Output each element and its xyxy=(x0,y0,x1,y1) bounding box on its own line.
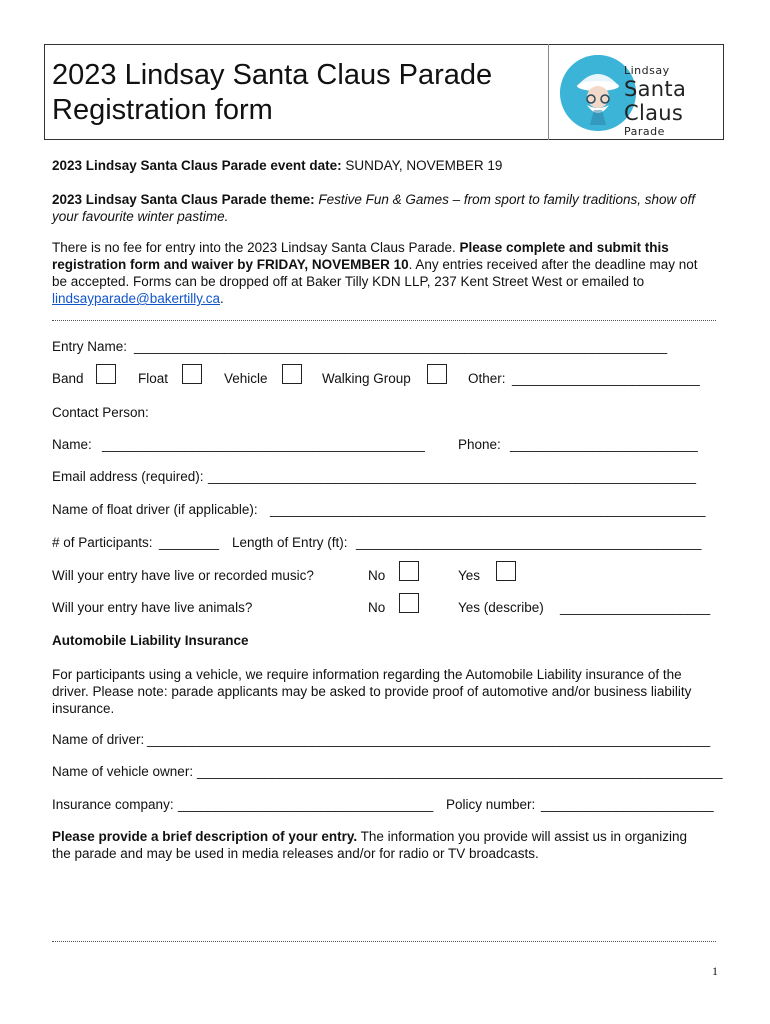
type-float-label: Float xyxy=(138,371,169,386)
entry-name-field[interactable]: _______________________________________________________________________ xyxy=(134,339,668,354)
event-theme xyxy=(52,191,722,225)
description-bold: Please provide a brief description of your entry. xyxy=(52,829,358,844)
event-date-value: SUNDAY, NOVEMBER 19 xyxy=(341,158,503,173)
length-label: Length of Entry (ft): xyxy=(232,535,348,550)
ins-driver-field[interactable]: ___________________________________________________________________________ xyxy=(147,732,711,747)
music-no-label: No xyxy=(368,568,386,583)
event-date xyxy=(52,157,502,174)
animals-yes-label: Yes (describe) xyxy=(458,600,544,615)
entry-name-label: Entry Name: xyxy=(52,339,128,354)
float-checkbox[interactable] xyxy=(182,364,202,384)
event-theme-value-2: your favourite winter pastime. xyxy=(52,209,229,224)
entry-name-row xyxy=(52,338,127,355)
page-title xyxy=(52,58,532,128)
name-field[interactable]: ___________________________________________ xyxy=(102,437,425,452)
music-yes-checkbox[interactable] xyxy=(496,561,516,581)
insurance-text-2: driver. Please note: parade applicants may be asked to provide proof of automotive and/or business liability xyxy=(52,684,692,699)
page-number: 1 xyxy=(712,964,718,978)
insurance-paragraph xyxy=(52,666,720,717)
ins-policy-field[interactable]: _______________________ xyxy=(541,797,714,812)
intro-bold-2: registration form and waiver by FRIDAY, NOVEMBER 10 xyxy=(52,257,409,272)
ins-owner-label: Name of vehicle owner: xyxy=(52,764,194,779)
driver-label: Name of float driver (if applicable): xyxy=(52,502,258,517)
description-paragraph xyxy=(52,828,720,862)
title-line-2: Registration form xyxy=(52,94,273,126)
other-field[interactable]: _________________________ xyxy=(512,371,700,386)
intro-text-1: There is no fee for entry into the 2023 Lindsay Santa Claus Parade. xyxy=(52,240,460,255)
type-walking-label: Walking Group xyxy=(322,371,411,386)
music-yes-label: Yes xyxy=(458,568,481,583)
description-text-2: the parade and may be used in media releases and/or for radio or TV broadcasts. xyxy=(52,846,539,861)
intro-paragraph xyxy=(52,239,720,307)
intro-text-3: be accepted. Forms can be dropped off at Baker Tilly KDN LLP, 237 Kent Street West or emailed to xyxy=(52,274,645,289)
animals-no-label: No xyxy=(368,600,386,615)
logo-text-main: Santa Claus xyxy=(624,77,687,125)
ins-company-field[interactable]: __________________________________ xyxy=(178,797,434,812)
phone-label: Phone: xyxy=(458,437,501,452)
intro-text-2: . Any entries received after the deadline may not xyxy=(408,257,698,272)
phone-field[interactable]: _________________________ xyxy=(510,437,698,452)
email-label: Email address (required): xyxy=(52,469,204,484)
dotted-divider-top xyxy=(52,320,716,321)
insurance-heading: Automobile Liability Insurance xyxy=(52,633,249,648)
insurance-text-1: For participants using a vehicle, we require information regarding the Automobile Liability insurance of the xyxy=(52,667,682,682)
band-checkbox[interactable] xyxy=(96,364,116,384)
music-question: Will your entry have live or recorded music? xyxy=(52,568,314,583)
ins-company-label: Insurance company: xyxy=(52,797,174,812)
vehicle-checkbox[interactable] xyxy=(282,364,302,384)
email-field[interactable]: _________________________________________________________________ xyxy=(208,469,697,484)
event-theme-value-1: Festive Fun & Games – from sport to family traditions, show off xyxy=(314,192,696,207)
contact-person-label: Contact Person: xyxy=(52,405,149,420)
ins-policy-label: Policy number: xyxy=(446,797,536,812)
ins-owner-field[interactable]: ______________________________________________________________________ xyxy=(197,764,723,779)
participants-field[interactable]: ________ xyxy=(159,535,220,550)
type-band-label: Band xyxy=(52,371,84,386)
logo-text-bottom: Parade xyxy=(624,125,665,138)
intro-bold-1: Please complete and submit this xyxy=(459,240,669,255)
event-date-label: 2023 Lindsay Santa Claus Parade event date: xyxy=(52,158,342,173)
ins-driver-label: Name of driver: xyxy=(52,732,145,747)
walking-group-checkbox[interactable] xyxy=(427,364,447,384)
title-line-1: 2023 Lindsay Santa Claus Parade xyxy=(52,59,493,91)
description-text-1: The information you provide will assist us in organizing xyxy=(357,829,688,844)
name-label: Name: xyxy=(52,437,92,452)
intro-email-end: . xyxy=(220,291,224,306)
logo-text-top: Lindsay xyxy=(624,64,670,77)
event-theme-label: 2023 Lindsay Santa Claus Parade theme: xyxy=(52,192,315,207)
email-link[interactable]: lindsayparade@bakertilly.ca xyxy=(52,291,221,306)
insurance-text-3: insurance. xyxy=(52,701,115,716)
animals-no-checkbox[interactable] xyxy=(399,593,419,613)
header-divider xyxy=(548,44,549,140)
length-field[interactable]: ______________________________________________ xyxy=(356,535,702,550)
type-other-label: Other: xyxy=(468,371,506,386)
participants-label: # of Participants: xyxy=(52,535,153,550)
driver-field[interactable]: __________________________________________________________ xyxy=(270,502,706,517)
dotted-divider-bottom xyxy=(52,941,716,942)
animals-question: Will your entry have live animals? xyxy=(52,600,253,615)
music-no-checkbox[interactable] xyxy=(399,561,419,581)
type-vehicle-label: Vehicle xyxy=(224,371,268,386)
logo-wordmark xyxy=(624,64,724,138)
animals-describe-field[interactable]: ____________________ xyxy=(560,600,711,615)
